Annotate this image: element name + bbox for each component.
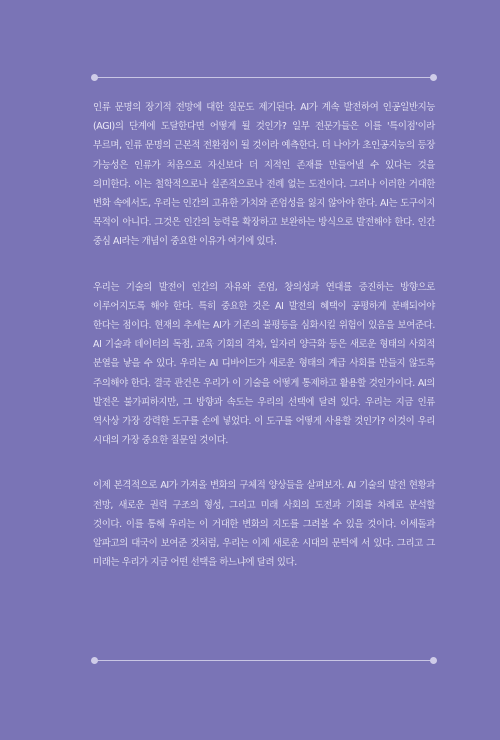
paragraph-2: 우리는 기술의 발전이 인간의 자유와 존엄, 창의성과 연대를 증진하는 방향으로 이루어지도록 해야 한다. 특히 중요한 것은 AI 발전의 혜택이 공평하게 분배되어야 한다는 점이다. 현재의 추세는 AI가 기존의 불평등을 심화시킬 위험이 있음을 보여준다. AI 기술과 데이터의 독점, 교육 기회의 격차, 일자리 양극화 등은 새로운 형태의 사회적 분열을 낳을 수 있다. 우리는 AI 디바이드가 새로운 형태의 계급 사회를 만들지 않도록 주의해야 한다. 결국 관건은 우리가 이 기술을 어떻게 통제하고 활용할 것인가이다. AI의 발전은 불가피하지만, 그 방향과 속도는 우리의 선택에 달려 있다. 우리는 지금 인류 역사상 가장 강력한 도구를 손에 넣었다. 이 도구를 어떻게 사용할 것인가? 이것이 우리 시대의 가장 중요한 질문일 것이다. xyxy=(93,281,435,447)
divider-dot-right xyxy=(430,74,437,81)
divider-dot-left xyxy=(91,74,98,81)
body-text xyxy=(93,98,435,598)
paragraph-1: 인류 문명의 장기적 전망에 대한 질문도 제기된다. AI가 계속 발전하여 인공일반지능(AGI)의 단계에 도달한다면 어떻게 될 것인가? 일부 전문가들은 이를 '특이점'이라 부르며, 인류 문명의 근본적 전환점이 될 것이라 예측한다. 더 나아가 초인공지능의 등장 가능성은 인류가 처음으로 자신보다 더 지적인 존재를 만들어낼 수 있다는 것을 의미한다. 이는 철학적으로나 실존적으로나 전례 없는 도전이다. 그러나 이러한 거대한 변화 속에서도, 우리는 인간의 고유한 가치와 존엄성을 잃지 않아야 한다. AI는 도구이지 목적이 아니다. 그것은 인간의 능력을 확장하고 보완하는 방식으로 발전해야 한다. 인간 중심 AI라는 개념이 중요한 이유가 여기에 있다. xyxy=(93,102,435,248)
divider-dot-right xyxy=(430,657,437,664)
top-divider xyxy=(94,77,434,78)
bottom-divider xyxy=(94,660,434,661)
divider-dot-left xyxy=(91,657,98,664)
paragraph-3: 이제 본격적으로 AI가 가져올 변화의 구체적 양상들을 살펴보자. AI 기술의 발전 현황과 전망, 새로운 권력 구조의 형성, 그리고 미래 사회의 도전과 기회를 차례로 분석할 것이다. 이를 통해 우리는 이 거대한 변화의 지도를 그려볼 수 있을 것이다. 이세돌과 알파고의 대국이 보여준 것처럼, 우리는 이제 새로운 시대의 문턱에 서 있다. 그리고 그 미래는 우리가 지금 어떤 선택을 하느냐에 달려 있다. xyxy=(93,480,435,569)
